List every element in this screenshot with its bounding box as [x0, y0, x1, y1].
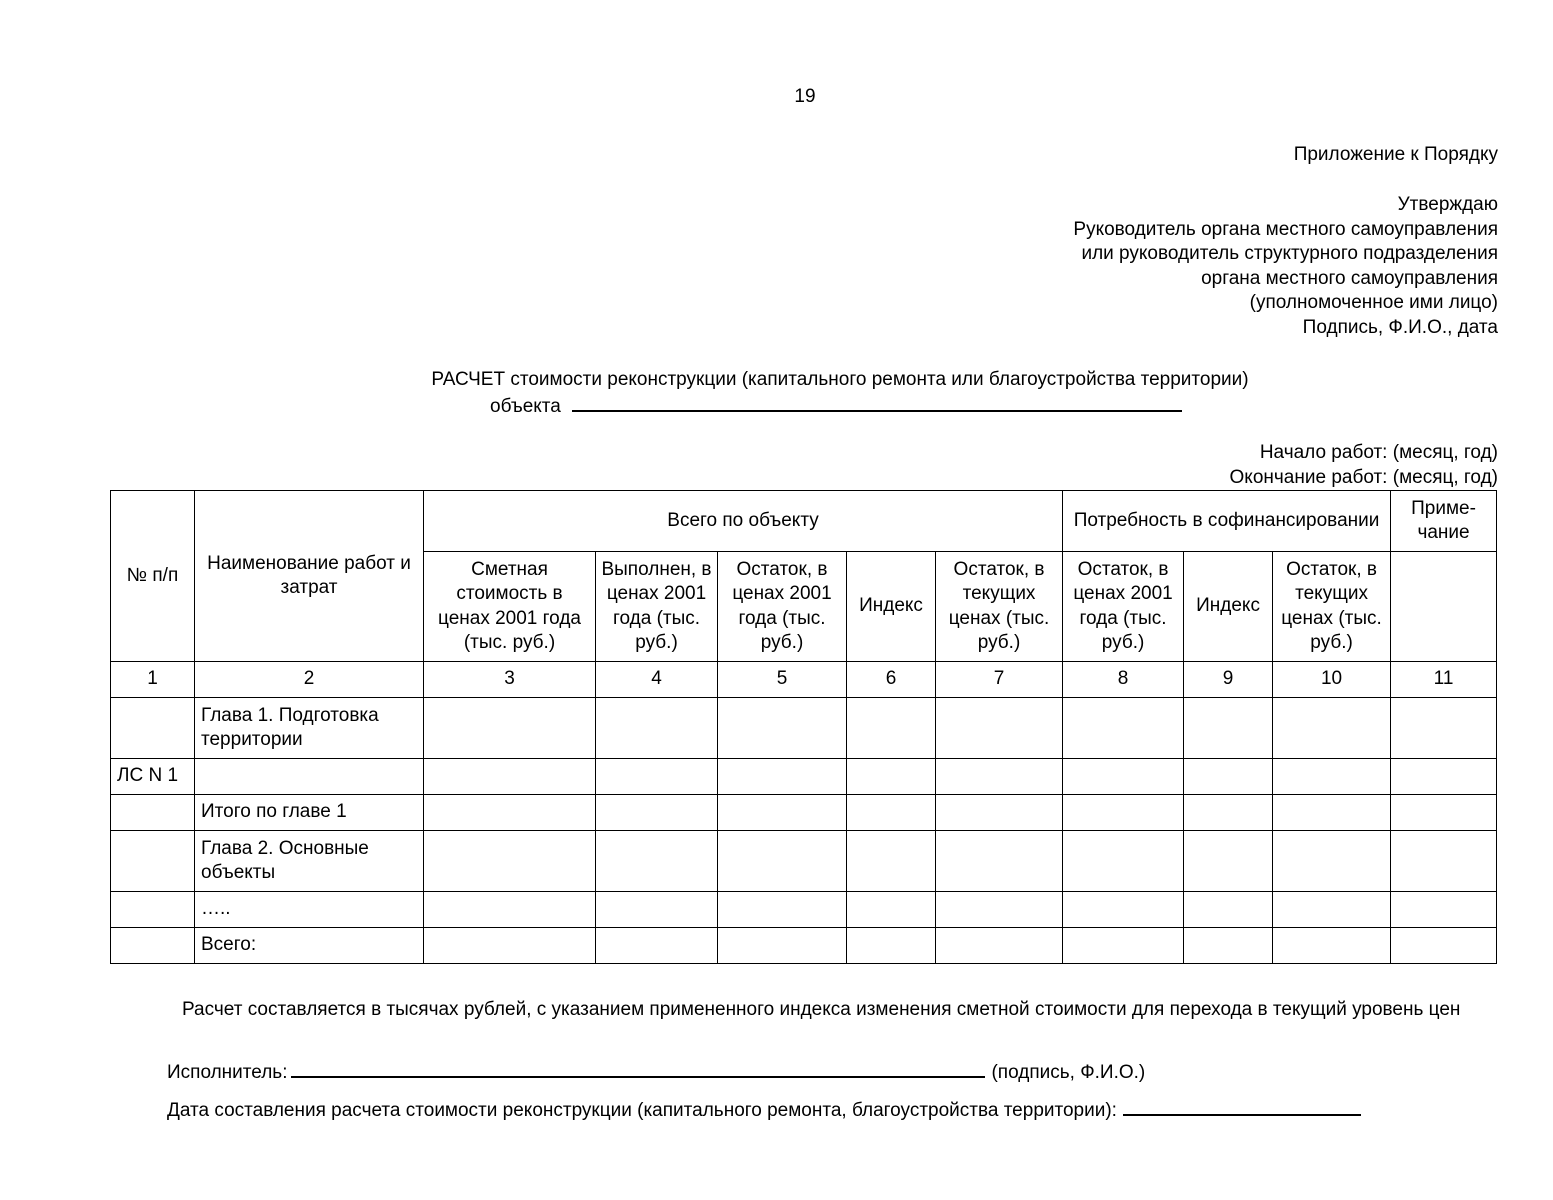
table-cell	[936, 795, 1063, 831]
row-name: Всего:	[195, 928, 424, 964]
signature-hint: (подпись, Ф.И.О.)	[991, 1062, 1146, 1083]
page-number: 19	[794, 86, 816, 107]
column-number: 5	[718, 662, 847, 698]
column-number: 2	[195, 662, 424, 698]
table-cell	[847, 795, 936, 831]
table-cell	[936, 759, 1063, 795]
col-number-header: № п/п	[111, 491, 195, 662]
object-blank-line	[572, 392, 1182, 412]
table-cell	[1273, 928, 1391, 964]
appendix-label: Приложение к Порядку	[1293, 144, 1498, 165]
table-cell	[424, 892, 596, 928]
approval-line: Утверждаю	[1397, 194, 1498, 215]
table-cell	[1063, 698, 1184, 759]
row-number	[111, 892, 195, 928]
column-number-row	[111, 662, 1497, 698]
table-cell	[1391, 698, 1497, 759]
table-cell	[1063, 892, 1184, 928]
table-cell	[936, 831, 1063, 892]
calculation-note: Расчет составляется в тысячах рублей, с указанием примененного индекса изменения сметной стоимости для перехода в текущий уровень цен	[182, 999, 1461, 1020]
compilation-date	[167, 1096, 1361, 1122]
table-cell	[847, 759, 936, 795]
row-name: …..	[195, 892, 424, 928]
table-cell	[424, 928, 596, 964]
table-cell	[596, 795, 718, 831]
table-cell	[718, 795, 847, 831]
table-cell	[936, 698, 1063, 759]
compilation-date-blank-line	[1123, 1096, 1361, 1116]
table-cell	[718, 831, 847, 892]
table-cell	[1063, 928, 1184, 964]
document-title	[330, 367, 1350, 417]
header-row	[111, 491, 1497, 552]
table-cell	[718, 698, 847, 759]
col-cofin-index-header: Индекс	[1184, 552, 1273, 662]
table-row	[111, 928, 1497, 964]
row-name: Глава 1. Подготовка территории	[195, 698, 424, 759]
column-number: 10	[1273, 662, 1391, 698]
row-number	[111, 795, 195, 831]
col-cofin-2001-header: Остаток, в ценах 2001 года (тыс. руб.)	[1063, 552, 1184, 662]
table-cell	[936, 928, 1063, 964]
table-cell	[1391, 759, 1497, 795]
column-number: 1	[111, 662, 195, 698]
table-row	[111, 795, 1497, 831]
table-cell	[596, 928, 718, 964]
row-name: Глава 2. Основные объекты	[195, 831, 424, 892]
row-name	[195, 759, 424, 795]
start-date-label: Начало работ: (месяц, год)	[1259, 442, 1498, 463]
approval-line: Руководитель органа местного самоуправления	[1073, 218, 1498, 240]
row-number: ЛС N 1	[111, 759, 195, 795]
table-cell	[1063, 795, 1184, 831]
table-cell	[1184, 698, 1273, 759]
object-field	[490, 392, 1182, 419]
end-date-label: Окончание работ: (месяц, год)	[1229, 466, 1498, 488]
column-number: 8	[1063, 662, 1184, 698]
work-dates	[1230, 441, 1498, 490]
table-cell	[1391, 831, 1497, 892]
table-cell	[1273, 759, 1391, 795]
table-cell	[847, 928, 936, 964]
table-cell	[1184, 795, 1273, 831]
table-cell	[424, 795, 596, 831]
approval-line: (уполномоченное ими лицо)	[1249, 292, 1498, 314]
table-cell	[1273, 892, 1391, 928]
row-number	[111, 698, 195, 759]
executor-label: Исполнитель:	[167, 1062, 288, 1083]
approval-line: или руководитель структурного подразделения	[1081, 243, 1498, 265]
table-cell	[424, 759, 596, 795]
table-cell	[1273, 698, 1391, 759]
table-cell	[424, 698, 596, 759]
group-total-header: Всего по объекту	[424, 491, 1063, 552]
table-cell	[1184, 928, 1273, 964]
table-cell	[1391, 892, 1497, 928]
col-note-header: Приме- чание	[1391, 491, 1497, 552]
row-name: Итого по главе 1	[195, 795, 424, 831]
group-cofinancing-header: Потребность в софинансировании	[1063, 491, 1391, 552]
col-index-header: Индекс	[847, 552, 936, 662]
table-cell	[1273, 831, 1391, 892]
table-cell	[1184, 759, 1273, 795]
table-cell	[718, 928, 847, 964]
col-done-header: Выполнен, в ценах 2001 года (тыс. руб.)	[596, 552, 718, 662]
compilation-date-label: Дата составления расчета стоимости реконструкции (капитального ремонта, благоустройства территории):	[167, 1100, 1117, 1121]
table-cell	[847, 698, 936, 759]
table-cell	[1063, 831, 1184, 892]
executor-signature	[167, 1058, 1145, 1084]
table-cell	[936, 892, 1063, 928]
column-number: 3	[424, 662, 596, 698]
column-number: 4	[596, 662, 718, 698]
table-row	[111, 759, 1497, 795]
col-note-empty	[1391, 552, 1497, 662]
approval-block	[1073, 193, 1498, 341]
table-cell	[596, 698, 718, 759]
table-cell	[1184, 831, 1273, 892]
approval-line: Подпись, Ф.И.О., дата	[1302, 316, 1498, 338]
table-cell	[596, 759, 718, 795]
approval-line: органа местного самоуправления	[1201, 267, 1498, 289]
table-cell	[1391, 928, 1497, 964]
column-number: 11	[1391, 662, 1497, 698]
col-estimate-header: Сметная стоимость в ценах 2001 года (тыс. руб.)	[424, 552, 596, 662]
col-remainder-2001-header: Остаток, в ценах 2001 года (тыс. руб.)	[718, 552, 847, 662]
title-line: РАСЧЕТ стоимости реконструкции (капитального ремонта или благоустройства территории)	[431, 369, 1249, 390]
table-cell	[847, 831, 936, 892]
col-remainder-current-header: Остаток, в текущих ценах (тыс. руб.)	[936, 552, 1063, 662]
table-row	[111, 698, 1497, 759]
column-number: 7	[936, 662, 1063, 698]
table-cell	[718, 892, 847, 928]
row-number	[111, 831, 195, 892]
col-cofin-current-header: Остаток, в текущих ценах (тыс. руб.)	[1273, 552, 1391, 662]
col-name-header: Наименование работ и затрат	[195, 491, 424, 662]
table-cell	[718, 759, 847, 795]
object-label: объекта	[490, 396, 561, 417]
table-cell	[596, 831, 718, 892]
table-cell	[1391, 795, 1497, 831]
row-number	[111, 928, 195, 964]
column-number: 9	[1184, 662, 1273, 698]
table-cell	[1184, 892, 1273, 928]
column-number: 6	[847, 662, 936, 698]
executor-blank-line	[291, 1058, 985, 1078]
table-cell	[596, 892, 718, 928]
table-cell	[1273, 795, 1391, 831]
table-row	[111, 831, 1497, 892]
table-row	[111, 892, 1497, 928]
table-cell	[847, 892, 936, 928]
table-cell	[1063, 759, 1184, 795]
estimate-table	[110, 490, 1497, 964]
table-cell	[424, 831, 596, 892]
